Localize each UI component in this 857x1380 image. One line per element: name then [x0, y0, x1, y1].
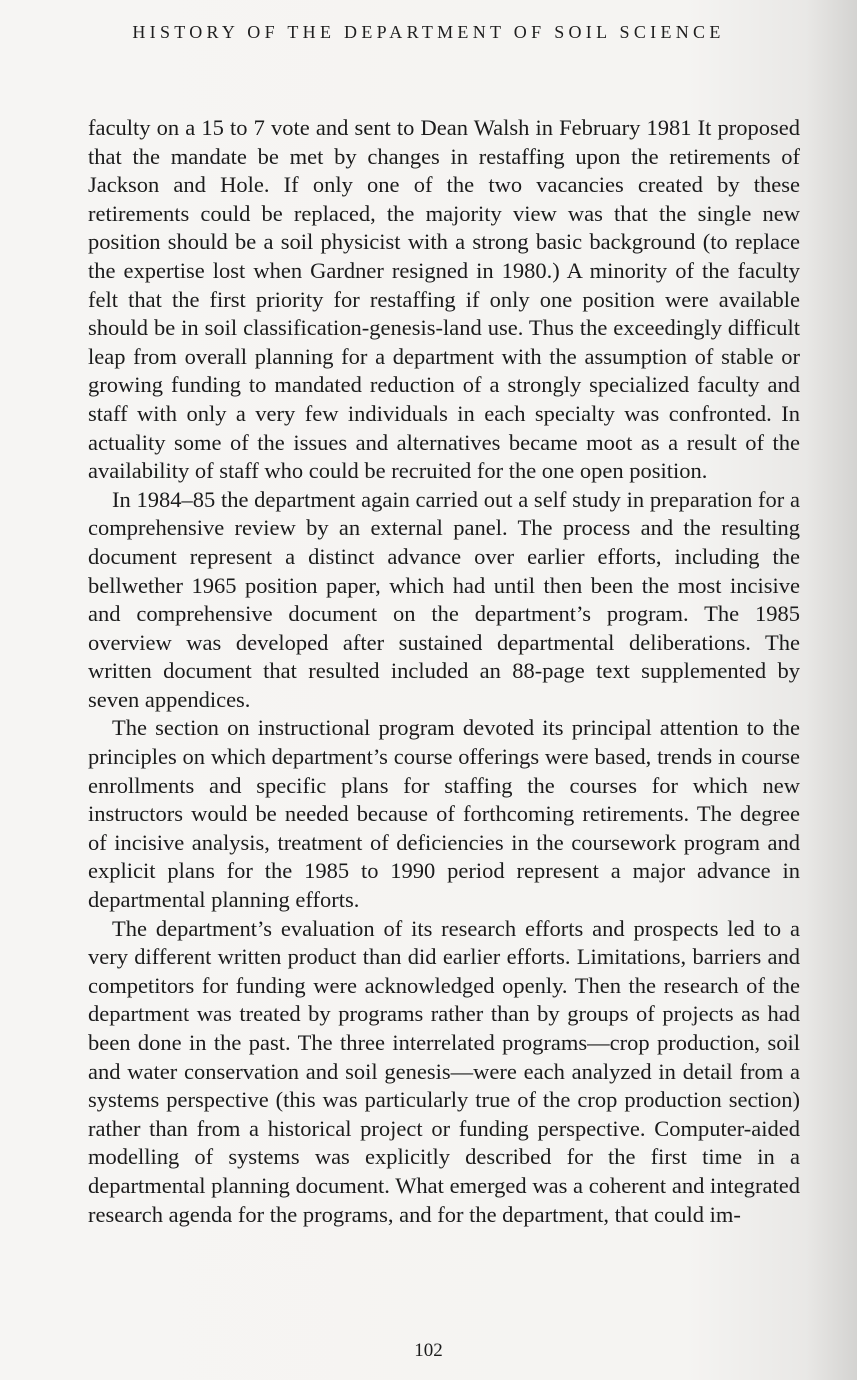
body-text: [88, 114, 800, 1229]
page-number: 102: [414, 1340, 443, 1361]
running-head: HISTORY OF THE DEPARTMENT OF SOIL SCIENCE: [132, 22, 725, 42]
paragraph-instructional-program: The section on instructional program devoted its principal attention to the principles on which department’s course offerings were based, trends in course enrollments and specific plans for staffing the courses for which new instructors would be needed because of forthcoming retirements. The degree of incisive analysis, treatment of deficiencies in the coursework program and explicit plans for the 1985 to 1990 period represent a major advance in departmental planning efforts.: [88, 715, 800, 913]
paragraph-continuation: faculty on a 15 to 7 vote and sent to Dean Walsh in February 1981 It proposed that the mandate be met by changes in restaffing upon the retirements of Jackson and Hole. If only one of the two vacancies created by these retirements could be replaced, the majority view was that the single new position should be a soil physicist with a strong basic background (to replace the expertise lost when Gardner resigned in 1980.) A minority of the faculty felt that the first priority for restaffing if only one position were available should be in soil classification-genesis-land use. Thus the exceedingly difficult leap from overall planning for a department with the assumption of stable or growing funding to mandated reduction of a strongly specialized faculty and staff with only a very few individuals in each specialty was confronted. In actuality some of the issues and alternatives became moot as a result of the availability of staff who could be recruited for the one open position.: [88, 115, 800, 484]
paragraph-self-study: In 1984–85 the department again carried out a self study in preparation for a comprehensive review by an external panel. The process and the resulting document represent a distinct advance over earlier efforts, including the bellwether 1965 position paper, which had until then been the most incisive and comprehensive document on the department’s program. The 1985 overview was developed after sustained departmental deliberations. The written document that resulted included an 88-page text supplemented by seven appendices.: [88, 486, 800, 712]
paragraph-research-evaluation: The department’s evaluation of its research efforts and prospects led to a very different written product than did earlier efforts. Limitations, barriers and competitors for funding were acknowledged openly. Then the research of the department was treated by programs rather than by groups of projects as had been done in the past. The three interrelated programs—crop production, soil and water conservation and soil genesis—were each analyzed in detail from a systems perspective (this was particularly true of the crop production section) rather than from a historical project or funding perspective. Computer-aided modelling of systems was explicitly described for the first time in a departmental planning document. What emerged was a coherent and integrated research agenda for the programs, and for the department, that could im-: [88, 915, 800, 1227]
